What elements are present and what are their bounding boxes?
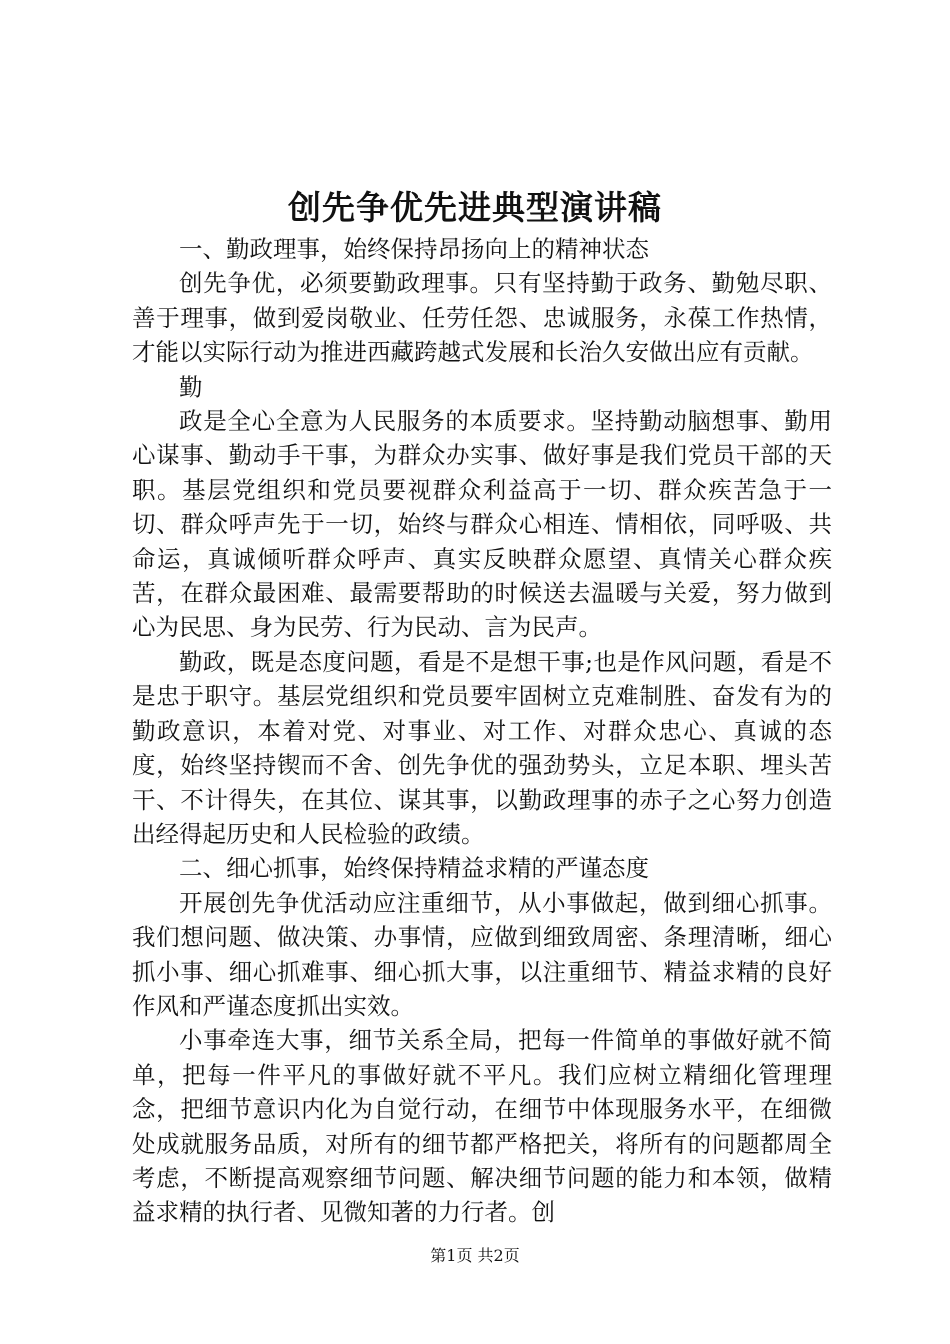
body-paragraph: 政是全心全意为人民服务的本质要求。坚持勤动脑想事、勤用心谋事、勤动手干事，为群众办实事、做好事是我们党员干部的天职。基层党组织和党员要视群众利益高于一切、群众疾苦急于一切、群众呼声先于一切，始终与群众心相连、情相依，同呼吸、共命运，真诚倾听群众呼声、真实反映群众愿望、真情关心群众疾苦，在群众最困难、最需要帮助的时候送去温暖与关爱，努力做到心为民思、身为民劳、行为民动、言为民声。 <box>132 407 832 642</box>
document-title: 创先争优先进典型演讲稿 <box>288 188 662 227</box>
body-paragraph: 小事牵连大事，细节关系全局，把每一件简单的事做好就不简单，把每一件平凡的事做好就不平凡。我们应树立精细化管理理念，把细节意识内化为自觉行动，在细节中体现服务水平，在细微处成就服务品质，对所有的细节都严格把关，将所有的问题都周全考虑，不断提高观察细节问题、解决细节问题的能力和本领，做精益求精的执行者、见微知著的力行者。创 <box>132 1026 832 1227</box>
page-number-footer: 第1页 共2页 <box>430 1246 520 1265</box>
body-paragraph: 勤政，既是态度问题，看是不是想干事;也是作风问题，看是不是忠于职守。基层党组织和党员要牢固树立克难制胜、奋发有为的勤政意识，本着对党、对事业、对工作、对群众忠心、真诚的态度，始终坚持锲而不舍、创先争优的强劲势头，立足本职、埋头苦干、不计得失，在其位、谋其事，以勤政理事的赤子之心努力创造出经得起历史和人民检验的政绩。 <box>132 647 832 848</box>
section-heading: 一、勤政理事，始终保持昂扬向上的精神状态 <box>179 235 649 263</box>
body-paragraph: 勤 <box>179 372 203 401</box>
body-paragraph: 创先争优，必须要勤政理事。只有坚持勤于政务、勤勉尽职、善于理事，做到爱岗敬业、任劳任怨、忠诚服务，永葆工作热情，才能以实际行动为推进西藏跨越式发展和长治久安做出应有贡献。 <box>132 269 832 367</box>
body-paragraph: 开展创先争优活动应注重细节，从小事做起，做到细心抓事。我们想问题、做决策、办事情，应做到细致周密、条理清晰，细心抓小事、细心抓难事、细心抓大事，以注重细节、精益求精的良好作风和严谨态度抓出实效。 <box>132 888 832 1020</box>
section-heading: 二、细心抓事，始终保持精益求精的严谨态度 <box>179 854 649 883</box>
document-body <box>132 232 832 1230</box>
